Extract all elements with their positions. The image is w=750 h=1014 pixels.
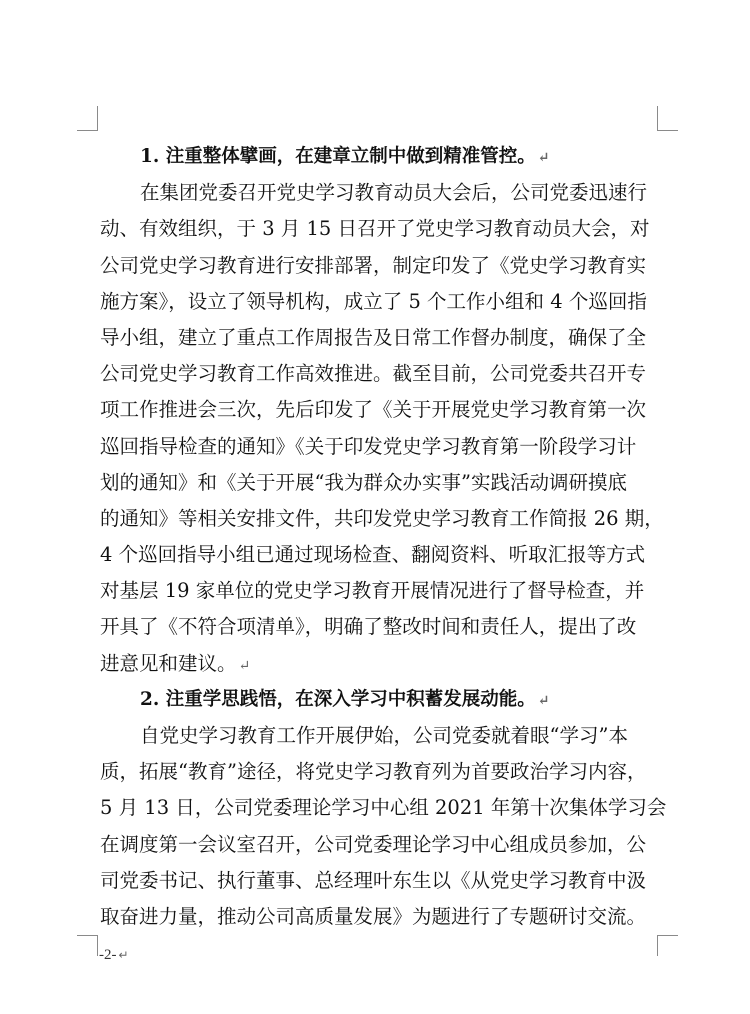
paragraph-1 bbox=[100, 175, 664, 682]
text-line: 进意见和建议。 ↵ bbox=[100, 651, 251, 675]
section-heading-1: 1. 注重整体擘画，在建章立制中做到精准管控。 ↵ bbox=[140, 146, 550, 167]
text-line: 自党史学习教育工作开展伊始，公司党委就着眼“学习”本 bbox=[140, 724, 628, 747]
text-line: 项工作推进会三次，先后印发了《关于开展党史学习教育第一次 bbox=[100, 398, 647, 422]
paragraph-2 bbox=[100, 718, 667, 935]
text-line: 导小组，建立了重点工作周报告及日常工作督办制度，确保了全 bbox=[100, 325, 647, 349]
paragraph-mark-icon: ↵ bbox=[238, 657, 251, 674]
text-line: 对基层 19 家单位的党史学习教育开展情况进行了督导检查，并 bbox=[100, 579, 645, 603]
page-corner-mark-top-right bbox=[657, 106, 678, 131]
paragraph-mark-icon: ↵ bbox=[118, 948, 129, 962]
text-line: 公司党史学习教育进行安排部署，制定印发了《党史学习教育实 bbox=[100, 253, 647, 277]
text-line: 公司党史学习教育工作高效推进。截至目前，公司党委共召开专 bbox=[100, 362, 647, 386]
text-line: 取奋进力量，推动公司高质量发展》为题进行了专题研讨交流。 bbox=[100, 904, 647, 928]
text-line: 开具了《不符合项清单》，明确了整改时间和责任人，提出了改 bbox=[100, 615, 637, 639]
text-line: 动、有效组织，于 3 月 15 日召开了党史学习教育动员大会，对 bbox=[100, 217, 650, 241]
text-line: 巡回指导检查的通知》《关于印发党史学习教育第一阶段学习计 bbox=[100, 434, 637, 458]
text-line: 4 个巡回指导小组已通过现场检查、翻阅资料、听取汇报等方式 bbox=[100, 543, 646, 567]
text-line: 在集团党委召开党史学习教育动员大会后，公司党委迅速行 bbox=[140, 181, 648, 205]
text-line: 划的通知》和《关于开展“我为群众办实事”实践活动调研摸底 bbox=[100, 470, 627, 494]
section-heading-2: 2. 注重学思践悟，在深入学习中积蓄发展动能。 ↵ bbox=[140, 688, 550, 710]
text-line: 的通知》等相关安排文件，共印发党史学习教育工作简报 26 期， bbox=[100, 506, 664, 530]
document-body[interactable] bbox=[100, 139, 667, 935]
text-line: 司党委书记、执行董事、总经理叶东生以《从党史学习教育中汲 bbox=[100, 868, 647, 892]
page-corner-mark-bottom-right bbox=[657, 935, 678, 956]
page-corner-mark-bottom-left bbox=[77, 935, 98, 956]
paragraph-mark-icon: ↵ bbox=[537, 692, 550, 709]
page-number: -2- ↵ bbox=[99, 947, 129, 963]
paragraph-mark-icon: ↵ bbox=[537, 150, 550, 166]
text-line: 施方案》，设立了领导机构，成立了 5 个工作小组和 4 个巡回指 bbox=[100, 289, 647, 313]
text-line: 5 月 13 日，公司党委理论学习中心组 2021 年第十次集体学习会 bbox=[100, 796, 667, 820]
text-line: 质，拓展“教育”途径，将党史学习教育列为首要政治学习内容， bbox=[100, 760, 647, 784]
page-corner-mark-top-left bbox=[77, 106, 98, 131]
text-line: 在调度第一会议室召开，公司党委理论学习中心组成员参加，公 bbox=[100, 832, 647, 856]
